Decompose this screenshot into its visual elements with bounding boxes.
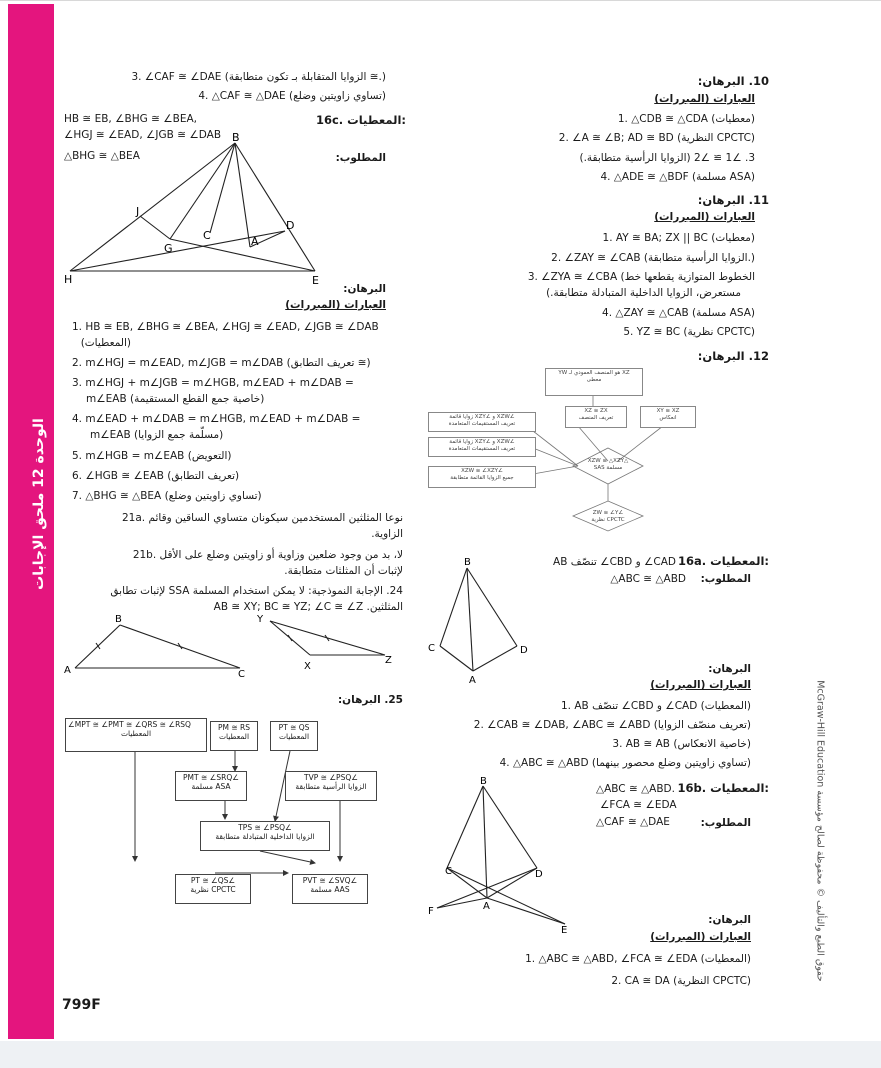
p10-step-1: 1. △CDB ≅ △CDA (معطيات) [617,113,755,125]
p12-box-left3: ∠XZW ≅ ∠XZY جميع الزوايا القائمة متطابقة [428,466,536,488]
p16c-step-3: 3. m∠HGJ + m∠JGB = m∠HGB, m∠EAD + m∠DAB = [72,377,354,389]
p16a-label: 16a. المعطيات: [678,554,769,568]
p11-step-3b: مستعرض، الزوايا الداخلية المتبادلة متطابقة.) [546,287,741,299]
p16a-proof-label: البرهان: [708,663,751,675]
p16c-given-3: △BHG ≅ △BEA [64,150,140,162]
p16c-point-C: C [203,229,211,242]
p24-point-Z: Z [385,655,392,666]
p16b-point-C: C [445,866,452,877]
p16b-point-B: B [480,776,487,787]
p25-box-vertical: ∠TVP ≅ ∠PSQ الزوايا الرأسية متطابقة [285,771,377,801]
p16b-step-1: 1. △ABC ≅ △ABD, ∠FCA ≅ ∠EDA (المعطيات) [525,953,751,965]
p16a-required: △ABC ≅ △ABD [610,573,686,585]
p16b-proof-label: البرهان: [708,914,751,926]
p16a-point-A: A [469,675,476,686]
p24-point-C: C [238,669,245,680]
p16b-point-A: A [483,901,490,912]
p16c-step-1b: (المعطيات) [80,337,131,349]
p16a-required-label: المطلوب: [700,573,751,585]
p16c-required-label: المطلوب: [335,152,386,164]
p16a-point-D: D [520,645,528,656]
p16b-point-D: D [535,869,543,880]
p16a-point-B: B [464,557,471,568]
p16b-header: العبارات (المبررات) [650,931,751,943]
p11-step-1: 1. AY ≅ BA; ZX || BC (معطيات) [602,232,755,244]
p24-line-2: المثلثين. AB ≅ XY; BC ≅ YZ; ∠C ≅ ∠Z [213,601,403,613]
p16a-figure [425,556,535,686]
page-number: 799F [62,997,101,1013]
p16c-figure [60,131,360,291]
p12-box-left1: ∠XZW و ∠XZY زوايا قائمة تعريف المستقيمات المتعامدة [428,412,536,432]
p16a-given: AB تنصّف ∠CBD و ∠CAD [553,556,676,568]
p16b-required: △CAF ≅ △DAE [596,816,670,828]
p25-box-given-pm: PM ≅ RS المعطيات [210,721,258,751]
p11-label: 11. البرهان: [697,193,769,207]
p21b-line-2: لإثبات أن المثلثات متطابقة. [284,565,403,577]
p16a-step-3: 3. AB ≅ AB (خاصية الانعكاس) [612,738,751,750]
p16b-label: 16b. المعطيات: [677,781,769,795]
p16c-step-4: 4. m∠EAD + m∠DAB = m∠HGB, m∠EAD + m∠DAB = [72,413,361,425]
p25-box-given-pt: PT ≅ QS المعطيات [270,721,318,751]
publisher-credit: McGraw-Hill Education حقوق الطبع والتأليف © محفوظة لصالح مؤسسة [814,680,826,982]
top-line-3: 3. ∠CAF ≅ ∠DAE (الزوايا المتقابلة بـ تكون متطابقة ≅.) [131,71,386,83]
p10-step-2: 2. ∠A ≅ ∠B; AD ≅ BD (النظرية CPCTC) [558,132,755,144]
p24-line-1: 24. الإجابة النموذجية: لا يمكن استخدام المسلمة SSA لإثبات تطابق [110,585,403,597]
p16a-point-C: C [428,643,435,654]
p16b-required-label: المطلوب: [700,817,751,829]
p11-step-2: 2. ∠ZAY ≅ ∠CAB (الزوايا الرأسية متطابقة.) [551,252,755,264]
p12-label: 12. البرهان: [697,349,769,363]
p16b-given-1: △ABC ≅ △ABD. [596,783,675,795]
p10-header: العبارات (المبررات) [654,93,755,105]
p24-figure [60,613,400,693]
p16c-proof-label: البرهان: [343,283,386,295]
p16b-step-2: 2. CA ≅ DA (النظرية CPCTC) [611,975,751,987]
p16c-step-3b: m∠EAB (خاصية جمع القطع المستقيمة) [86,393,265,405]
p16c-point-B: B [232,131,240,144]
unit-sidebar [8,4,54,1039]
p21a-line-2: الزاوية. [371,528,403,540]
p25-label: 25. البرهان: [337,694,403,706]
p16a-header: العبارات (المبررات) [650,679,751,691]
p24-point-A: A [64,665,71,676]
p16c-step-4b: m∠EAB (مسلّمة جمع الزوايا) [90,429,224,441]
p16c-header: العبارات (المبررات) [285,299,386,311]
p24-point-X: X [304,661,311,672]
p16c-step-7: 7. △BHG ≅ △BEA (تساوي زاويتين وضلع) [72,490,262,502]
p16c-point-H: H [64,273,73,286]
p12-box-mid1: XZ ≅ ZX تعريف المنصف [565,406,627,428]
p10-label: 10. البرهان: [697,74,769,88]
p12-box-bottom: ∠ZW ≅ ∠Y CPCTC نظرية [591,510,625,523]
p25-box-cpctc: ∠PT ≅ ∠QS CPCTC نظرية [175,874,251,904]
p16b-point-F: F [428,906,434,917]
p16a-step-1: 1. AB تنصّف ∠CBD و ∠CAD (المعطيات) [561,700,751,712]
p16c-given-2: ∠HGJ ≅ ∠EAD, ∠JGB ≅ ∠DAB [64,129,222,141]
p16c-step-5: 5. m∠HGB = m∠EAB (التعويض) [72,450,232,462]
p16c-step-6: 6. ∠HGB ≅ ∠EAB (تعريف التطابق) [72,470,240,482]
p16b-given-2: ∠FCA ≅ ∠EDA [600,799,677,811]
p11-step-5: 5. YZ ≅ BC (نظرية CPCTC) [623,326,755,338]
p10-step-3: 3. ∠1 ≅ ∠2 (الزوايا الرأسية متطابقة.) [579,152,755,164]
p16c-step-1: 1. HB ≅ EB, ∠BHG ≅ ∠BEA, ∠HGJ ≅ ∠EAD, ∠JGB ≅ ∠DAB [72,321,379,333]
p11-step-4: 4. △ZAY ≅ △CAB (مسلمة ASA) [602,307,755,319]
p16c-point-J: J [136,205,140,218]
p16c-given-1: HB ≅ EB, ∠BHG ≅ ∠BEA, [64,113,197,125]
p12-box-top: XZ هو المنصف العمودي لـ YW معطى [545,368,643,396]
p16b-figure [425,776,575,936]
p16c-point-E: E [312,274,319,287]
p25-box-alt-interior: ∠TPS ≅ ∠PSQ الزوايا الداخلية المتبادلة متطابقة [200,821,330,851]
p24-point-B: B [115,614,122,625]
p25-box-asa: ∠PMT ≅ ∠SRQ ASA مسلمة [175,771,247,801]
p16a-step-4: 4. △ABC ≅ △ABD (تساوي زاويتين وضلع محصور بينهما) [499,757,751,769]
p12-box-mid2: XY ≅ XZ انعكاس [640,406,696,428]
p16c-point-G: G [164,242,173,255]
p12-box-left2: ∠XZW و ∠XZY زوايا قائمة تعريف المستقيمات المتعامدة [428,437,536,457]
sidebar-label: الوحدة 12 ملحق الإجابات [31,418,47,590]
p16c-step-2: 2. m∠HGJ = m∠EAD, m∠JGB = m∠DAB (تعريف التطابق ≅) [72,357,371,369]
p12-box-center: △XZW ≅ △XZY مسلمة SAS [587,458,629,471]
p21a-line-1: 21a. نوعا المثلثين المستخدمين سيكونان متساوي الساقين وقائم [121,512,403,524]
p11-header: العبارات (المبررات) [654,211,755,223]
p21b-line-1: 21b. لا، بد من وجود ضلعين وزاوية أو زاويتين وضلع على الأقل [132,549,403,561]
p16c-label: 16c. المعطيات: [315,113,406,127]
p10-step-4: 4. △ADE ≅ △BDF (مسلمة ASA) [600,171,755,183]
p16c-point-D: D [286,219,295,232]
p25-box-aas: ∠PVT ≅ ∠SVQ AAS مسلمة [292,874,368,904]
p11-step-3: 3. ∠ZYA ≅ ∠CBA (الخطوط المتوازية يقطعها خط [527,271,755,283]
p16a-step-2: 2. ∠CAB ≅ ∠DAB, ∠ABC ≅ ∠ABD (تعريف منصّف الزوايا) [473,719,751,731]
p16c-point-A: A [251,235,259,248]
p24-point-Y: Y [257,614,264,625]
p16b-point-E: E [561,925,568,936]
p25-box-given-angles: ∠MPT ≅ ∠PMT ≅ ∠QRS ≅ ∠RSQ المعطيات [65,718,207,752]
top-line-4: 4. △CAF ≅ △DAE (تساوي زاويتين وضلع) [198,90,386,102]
